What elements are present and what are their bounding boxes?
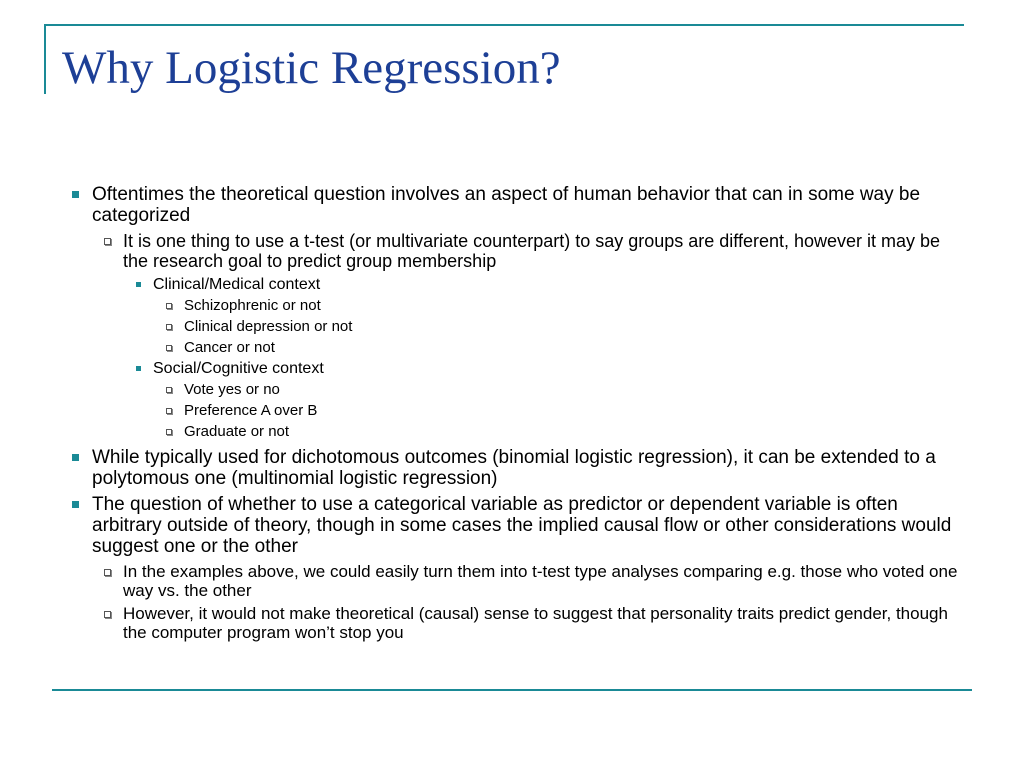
bullet-1-1-2 — [123, 359, 970, 378]
filled-square-bullet-icon — [123, 275, 153, 294]
filled-square-bullet-icon — [123, 359, 153, 378]
hollow-square-bullet-icon — [153, 422, 184, 441]
bullet-1-1-2-3 — [153, 422, 970, 441]
hollow-square-bullet-icon — [153, 317, 184, 336]
hollow-square-bullet-icon — [92, 604, 123, 624]
hollow-square-bullet-icon — [153, 380, 184, 399]
bullet-1-text: Oftentimes the theoretical question involves an aspect of human behavior that can in some way be categorized — [92, 184, 921, 226]
filled-square-bullet-icon — [58, 494, 92, 515]
bullet-1-1-2-3-text: Graduate or not — [184, 423, 290, 440]
bullet-1 — [58, 184, 970, 226]
bullet-3-2-text: However, it would not make theoretical (causal) sense to suggest that personality traits predict gender, though the computer program won’t stop you — [123, 604, 948, 642]
bullet-1-1-1-1-text: Schizophrenic or not — [184, 297, 321, 314]
slide-body — [58, 184, 970, 646]
hollow-square-bullet-icon — [153, 401, 184, 420]
frame-top-rule — [44, 24, 964, 26]
bullet-3-text: The question of whether to use a categorical variable as predictor or dependent variable is often arbitrary outside of theory, though in some cases the implied causal flow or other considerations would suggest one or the other — [92, 494, 952, 557]
bullet-2 — [58, 447, 970, 489]
bullet-2-text: While typically used for dichotomous outcomes (binomial logistic regression), it can be extended to a polytomous one (multinomial logistic regression) — [92, 447, 936, 489]
frame-left-rule — [44, 24, 46, 94]
bullet-1-1-1 — [123, 275, 970, 294]
filled-square-bullet-icon — [58, 184, 92, 205]
bullet-1-1-1-3 — [153, 338, 970, 357]
bullet-1-1-1-3-text: Cancer or not — [184, 339, 275, 356]
bullet-1-1-2-1-text: Vote yes or no — [184, 381, 280, 398]
bullet-1-1-2-2-text: Preference A over B — [184, 402, 318, 419]
bullet-1-1-text: It is one thing to use a t-test (or multivariate counterpart) to say groups are different, however it may be the research goal to predict group membership — [123, 231, 941, 271]
hollow-square-bullet-icon — [153, 338, 184, 357]
bullet-3-1 — [92, 562, 970, 600]
hollow-square-bullet-icon — [153, 296, 184, 315]
filled-square-bullet-icon — [58, 447, 92, 468]
bullet-3-2 — [92, 604, 970, 642]
bullet-3 — [58, 494, 970, 557]
bullet-1-1 — [92, 231, 970, 271]
bullet-1-1-1-2-text: Clinical depression or not — [184, 318, 353, 335]
bullet-1-1-1-2 — [153, 317, 970, 336]
bullet-3-1-text: In the examples above, we could easily turn them into t-test type analyses comparing e.g. those who voted one way vs. the other — [123, 562, 958, 600]
hollow-square-bullet-icon — [92, 231, 123, 251]
bullet-1-1-2-1 — [153, 380, 970, 399]
slide-title: Why Logistic Regression? — [62, 42, 561, 94]
frame-bottom-rule — [52, 689, 972, 691]
bullet-1-1-1-text: Clinical/Medical context — [153, 276, 321, 293]
hollow-square-bullet-icon — [92, 562, 123, 582]
bullet-1-1-2-text: Social/Cognitive context — [153, 360, 324, 377]
bullet-1-1-2-2 — [153, 401, 970, 420]
bullet-1-1-1-1 — [153, 296, 970, 315]
